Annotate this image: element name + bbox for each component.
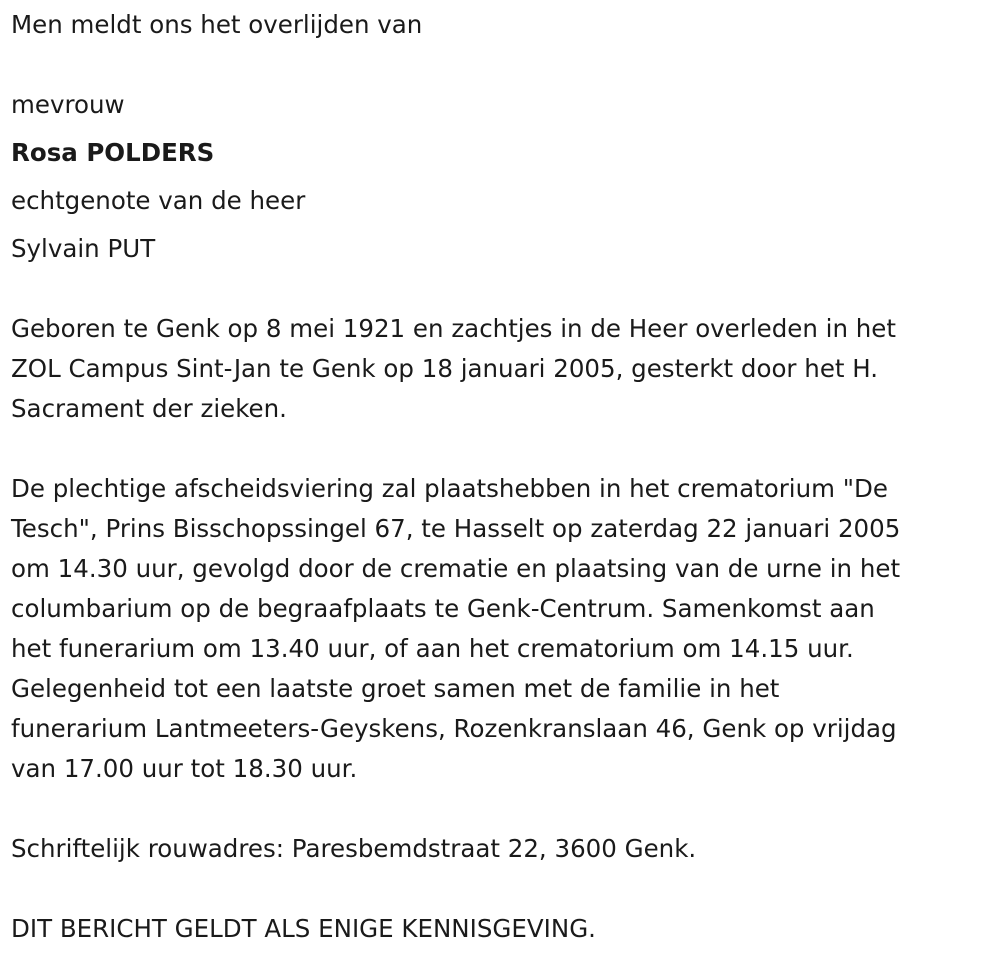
paragraph-line: De plechtige afscheidsviering zal plaatshebben in het crematorium "De [11, 474, 888, 503]
paragraph-line: van 17.00 uur tot 18.30 uur. [11, 754, 358, 783]
intro-text: Men meldt ons het overlijden van [11, 10, 423, 39]
honorific: mevrouw [11, 90, 125, 119]
paragraph-line: columbarium op de begraafplaats te Genk-Centrum. Samenkomst aan [11, 594, 875, 623]
paragraph-line: het funerarium om 13.40 uur, of aan het crematorium om 14.15 uur. [11, 634, 854, 663]
condolence-address: Schriftelijk rouwadres: Paresbemdstraat 22, 3600 Genk. [11, 834, 697, 863]
ceremony-paragraph [11, 469, 900, 789]
closing-statement: DIT BERICHT GELDT ALS ENIGE KENNISGEVING. [11, 914, 596, 943]
deceased-name: Rosa POLDERS [11, 138, 215, 167]
paragraph-line: Tesch", Prins Bisschopssingel 67, te Hasselt op zaterdag 22 januari 2005 [11, 514, 901, 543]
paragraph-line: funerarium Lantmeeters-Geyskens, Rozenkranslaan 46, Genk op vrijdag [11, 714, 897, 743]
spouse-name: Sylvain PUT [11, 234, 156, 263]
paragraph-line: ZOL Campus Sint-Jan te Genk op 18 januari 2005, gesterkt door het H. [11, 354, 879, 383]
paragraph-line: om 14.30 uur, gevolgd door de crematie en plaatsing van de urne in het [11, 554, 901, 583]
spouse-label: echtgenote van de heer [11, 186, 306, 215]
birth-death-paragraph [11, 309, 896, 429]
paragraph-line: Geboren te Genk op 8 mei 1921 en zachtjes in de Heer overleden in het [11, 314, 896, 343]
paragraph-line: Sacrament der zieken. [11, 394, 287, 423]
paragraph-line: Gelegenheid tot een laatste groet samen met de familie in het [11, 674, 780, 703]
